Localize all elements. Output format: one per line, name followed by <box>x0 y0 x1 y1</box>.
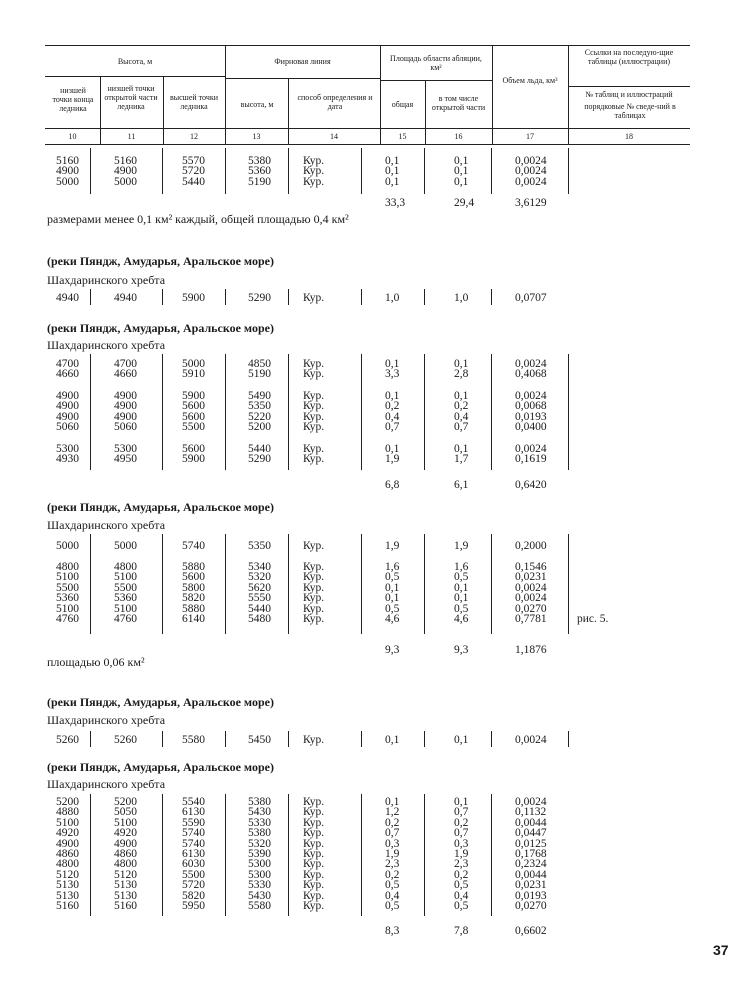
cell-firn-method: Кур. <box>303 837 325 850</box>
cell-area-open: 0,1 <box>454 165 469 178</box>
cell-h-lowest-open: 5000 <box>114 540 137 552</box>
cell-area-open: 1,6 <box>454 561 469 573</box>
cell-firn-height: 5320 <box>248 571 271 584</box>
cell-ice-volume: 0,0024 <box>515 155 547 167</box>
cell-h-highest: 5820 <box>182 889 205 902</box>
cell-area-total: 1,9 <box>385 540 400 552</box>
cell-ice-volume: 0,0044 <box>515 816 547 829</box>
cell-firn-method: Кур. <box>303 602 325 615</box>
total-area: 33,3 <box>385 197 406 209</box>
cell-firn-height: 5350 <box>248 540 271 552</box>
cell-ice-volume: 0,0270 <box>515 602 547 615</box>
cell-h-lowest-end: 5130 <box>56 889 79 902</box>
cell-h-lowest-end: 5120 <box>56 868 79 881</box>
cell-h-lowest-open: 4920 <box>114 827 137 840</box>
cell-h-highest: 5580 <box>182 734 205 746</box>
col-number-17: 17 <box>526 132 534 141</box>
cell-h-highest: 5740 <box>182 837 205 850</box>
cell-ice-volume: 0,4068 <box>515 368 547 381</box>
cell-h-highest: 5570 <box>182 155 205 167</box>
cell-firn-height: 5330 <box>248 879 271 892</box>
cell-firn-height: 5550 <box>248 592 271 605</box>
cell-area-open: 0,2 <box>454 868 469 881</box>
cell-area-total: 1,6 <box>385 561 400 573</box>
cell-firn-height: 5440 <box>248 602 271 615</box>
cell-h-lowest-end: 5160 <box>56 155 79 167</box>
cell-h-highest: 5720 <box>182 879 205 892</box>
cell-area-total: 0,1 <box>385 155 400 167</box>
cell-h-highest: 5540 <box>182 796 205 808</box>
cell-h-lowest-open: 4900 <box>114 837 137 850</box>
cell-area-open: 0,7 <box>454 806 469 819</box>
cell-h-lowest-open: 5000 <box>114 175 137 188</box>
cell-firn-method: Кур. <box>303 410 325 423</box>
cell-h-lowest-open: 4900 <box>114 390 137 402</box>
cell-h-highest: 5600 <box>182 410 205 423</box>
cell-area-total: 0,4 <box>385 889 400 902</box>
cell-ice-volume: 0,2324 <box>515 858 547 871</box>
cell-firn-method: Кур. <box>303 900 325 912</box>
cell-area-total: 0,5 <box>385 900 400 912</box>
cell-firn-method: Кур. <box>303 368 325 381</box>
header-area-total: общая <box>391 100 414 109</box>
cell-ice-volume: 0,0024 <box>515 175 547 188</box>
cell-h-highest: 5600 <box>182 400 205 413</box>
cell-area-total: 0,1 <box>385 358 400 370</box>
cell-firn-height: 5330 <box>248 816 271 829</box>
cell-ice-volume: 0,0270 <box>515 900 547 912</box>
cell-area-total: 0,7 <box>385 827 400 840</box>
cell-firn-height: 4850 <box>248 358 271 370</box>
cell-firn-height: 5380 <box>248 827 271 840</box>
total-area-open: 29,4 <box>454 197 475 209</box>
cell-firn-method: Кур. <box>303 848 325 860</box>
cell-h-lowest-open: 5160 <box>114 155 137 167</box>
cell-h-highest: 5880 <box>182 602 205 615</box>
cell-h-lowest-end: 4700 <box>56 358 79 370</box>
cell-h-lowest-open: 5100 <box>114 816 137 829</box>
header-area-group: Площадь области абляции, км² <box>390 54 482 72</box>
cell-firn-height: 5380 <box>248 155 271 167</box>
section-note: площадью 0,06 км² <box>47 655 145 669</box>
cell-h-lowest-open: 4900 <box>114 165 137 178</box>
cell-h-lowest-end: 5200 <box>56 796 79 808</box>
cell-firn-method: Кур. <box>303 592 325 605</box>
cell-firn-height: 5190 <box>248 175 271 188</box>
cell-h-highest: 5500 <box>182 868 205 881</box>
cell-area-total: 0,5 <box>385 602 400 615</box>
cell-firn-method: Кур. <box>303 889 325 902</box>
cell-firn-height: 5480 <box>248 613 271 625</box>
cell-area-open: 0,5 <box>454 900 469 912</box>
total-area-open: 7,8 <box>454 925 469 937</box>
cell-h-lowest-open: 4950 <box>114 453 137 466</box>
cell-ice-volume: 0,0024 <box>515 581 547 594</box>
cell-area-total: 0,1 <box>385 734 400 746</box>
cell-firn-height: 5350 <box>248 400 271 413</box>
cell-ice-volume: 0,7781 <box>515 613 547 625</box>
section-title: (реки Пяндж, Амударья, Аральское море) <box>47 254 274 268</box>
cell-h-lowest-open: 4940 <box>114 292 137 304</box>
col-number-15: 15 <box>398 132 407 141</box>
cell-h-lowest-end: 4940 <box>56 292 79 304</box>
cell-h-lowest-open: 4760 <box>114 613 137 625</box>
section-title: (реки Пяндж, Амударья, Аральское море) <box>47 321 274 335</box>
cell-h-lowest-end: 4900 <box>56 410 79 423</box>
header-firn-method: способ определения и дата <box>297 93 373 111</box>
section-note: размерами менее 0,1 км² каждый, общей площадью 0,4 км² <box>47 212 349 226</box>
total-volume: 0,6602 <box>515 925 547 937</box>
total-area-open: 6,1 <box>454 479 469 491</box>
cell-h-highest: 6140 <box>182 613 205 625</box>
cell-area-open: 0,1 <box>454 175 469 188</box>
cell-h-highest: 5440 <box>182 175 205 188</box>
cell-h-lowest-open: 4660 <box>114 368 137 381</box>
cell-area-open: 0,3 <box>454 837 469 850</box>
cell-h-highest: 5000 <box>182 358 205 370</box>
cell-h-highest: 6130 <box>182 806 205 819</box>
cell-area-open: 0,1 <box>454 581 469 594</box>
cell-ice-volume: 0,1768 <box>515 848 547 860</box>
cell-area-total: 0,1 <box>385 796 400 808</box>
cell-h-lowest-end: 4930 <box>56 453 79 466</box>
total-area: 6,8 <box>385 479 400 491</box>
cell-area-open: 0,4 <box>454 889 469 902</box>
cell-firn-height: 5450 <box>248 734 271 746</box>
cell-h-highest: 5800 <box>182 581 205 594</box>
cell-h-lowest-open: 5200 <box>114 796 137 808</box>
cell-ice-volume: 0,0024 <box>515 592 547 605</box>
cell-area-total: 0,2 <box>385 868 400 881</box>
cell-area-open: 0,5 <box>454 879 469 892</box>
cell-h-lowest-end: 5060 <box>56 421 79 434</box>
cell-reference: рис. 5. <box>577 613 609 625</box>
cell-firn-method: Кур. <box>303 165 325 178</box>
cell-area-total: 0,7 <box>385 421 400 434</box>
cell-h-lowest-open: 5100 <box>114 571 137 584</box>
cell-firn-height: 5430 <box>248 889 271 902</box>
cell-area-open: 0,5 <box>454 602 469 615</box>
cell-h-lowest-open: 5260 <box>114 734 137 746</box>
cell-h-highest: 5590 <box>182 816 205 829</box>
cell-ice-volume: 0,2000 <box>515 540 547 552</box>
total-area: 9,3 <box>385 644 400 656</box>
cell-area-total: 0,5 <box>385 879 400 892</box>
cell-area-open: 0,2 <box>454 816 469 829</box>
cell-ice-volume: 0,0193 <box>515 889 547 902</box>
cell-ice-volume: 0,0707 <box>515 292 547 304</box>
cell-area-open: 2,8 <box>454 368 469 381</box>
cell-area-total: 0,3 <box>385 837 400 850</box>
total-area-open: 9,3 <box>454 644 469 656</box>
cell-h-lowest-open: 5050 <box>114 806 137 819</box>
cell-h-lowest-open: 4800 <box>114 561 137 573</box>
cell-area-open: 1,0 <box>454 292 469 304</box>
cell-firn-method: Кур. <box>303 421 325 434</box>
cell-firn-height: 5290 <box>248 453 271 466</box>
section-title: (реки Пяндж, Амударья, Аральское море) <box>47 695 274 709</box>
cell-firn-method: Кур. <box>303 816 325 829</box>
cell-ice-volume: 0,0044 <box>515 868 547 881</box>
cell-area-total: 0,1 <box>385 390 400 402</box>
cell-firn-method: Кур. <box>303 155 325 167</box>
cell-h-highest: 6130 <box>182 848 205 860</box>
cell-firn-height: 5190 <box>248 368 271 381</box>
cell-firn-method: Кур. <box>303 806 325 819</box>
cell-firn-height: 5220 <box>248 410 271 423</box>
cell-h-lowest-end: 4900 <box>56 837 79 850</box>
cell-firn-height: 5320 <box>248 837 271 850</box>
cell-h-highest: 5900 <box>182 292 205 304</box>
cell-h-lowest-end: 4920 <box>56 827 79 840</box>
cell-h-highest: 5500 <box>182 421 205 434</box>
cell-area-open: 4,6 <box>454 613 469 625</box>
cell-h-lowest-end: 4800 <box>56 858 79 871</box>
cell-h-lowest-open: 5160 <box>114 900 137 912</box>
cell-area-open: 0,7 <box>454 421 469 434</box>
section-subtitle: Шахдаринского хребта <box>47 273 166 287</box>
cell-firn-method: Кур. <box>303 581 325 594</box>
cell-area-total: 0,2 <box>385 400 400 413</box>
cell-firn-method: Кур. <box>303 561 325 573</box>
cell-firn-method: Кур. <box>303 734 325 746</box>
cell-firn-method: Кур. <box>303 571 325 584</box>
cell-h-lowest-end: 4900 <box>56 390 79 402</box>
cell-h-highest: 5900 <box>182 390 205 402</box>
col-number-12: 12 <box>190 132 198 141</box>
header-refs-group: Ссылки на последую-щие таблицы (иллюстрации) <box>584 48 674 66</box>
cell-h-lowest-open: 5060 <box>114 421 137 434</box>
cell-firn-method: Кур. <box>303 879 325 892</box>
header-h-lowest-open: низшей точки открытой части ледника <box>104 84 158 111</box>
cell-h-highest: 5900 <box>182 453 205 466</box>
cell-h-lowest-open: 4800 <box>114 858 137 871</box>
cell-h-highest: 5950 <box>182 900 205 912</box>
col-number-11: 11 <box>127 132 136 141</box>
cell-ice-volume: 0,0400 <box>515 421 547 434</box>
header-h-lowest-end: низшей точки конца ледника <box>52 86 94 113</box>
cell-h-lowest-open: 5120 <box>114 868 137 881</box>
cell-ice-volume: 0,0231 <box>515 571 547 584</box>
section-title: (реки Пяндж, Амударья, Аральское море) <box>47 500 274 514</box>
cell-firn-method: Кур. <box>303 390 325 402</box>
cell-h-lowest-end: 4900 <box>56 165 79 178</box>
cell-h-lowest-end: 5100 <box>56 816 79 829</box>
cell-h-lowest-end: 4660 <box>56 368 79 381</box>
cell-area-total: 2,3 <box>385 858 400 871</box>
cell-firn-method: Кур. <box>303 292 325 304</box>
cell-h-highest: 5720 <box>182 165 205 178</box>
cell-area-total: 0,2 <box>385 816 400 829</box>
header-area-open: в том числе открытой части <box>431 94 486 112</box>
cell-area-open: 0,5 <box>454 571 469 584</box>
cell-firn-method: Кур. <box>303 175 325 188</box>
cell-ice-volume: 0,0068 <box>515 400 547 413</box>
header-ice-volume: Объем льда, км³ <box>502 76 558 85</box>
cell-area-open: 0,1 <box>454 155 469 167</box>
cell-h-lowest-open: 5360 <box>114 592 137 605</box>
cell-firn-method: Кур. <box>303 868 325 881</box>
cell-area-total: 0,5 <box>385 571 400 584</box>
cell-h-lowest-end: 4860 <box>56 848 79 860</box>
cell-h-lowest-end: 4760 <box>56 613 79 625</box>
header-refs-numbers: порядковые № сведе-ний в таблицах <box>584 102 676 120</box>
cell-h-highest: 5600 <box>182 443 205 455</box>
cell-area-open: 0,1 <box>454 358 469 370</box>
cell-h-lowest-end: 5500 <box>56 581 79 594</box>
cell-h-lowest-end: 5100 <box>56 571 79 584</box>
cell-h-highest: 5740 <box>182 827 205 840</box>
cell-h-highest: 5820 <box>182 592 205 605</box>
cell-h-lowest-end: 5300 <box>56 443 79 455</box>
cell-area-open: 0,1 <box>454 796 469 808</box>
cell-firn-method: Кур. <box>303 796 325 808</box>
cell-ice-volume: 0,0024 <box>515 165 547 178</box>
cell-h-lowest-open: 5300 <box>114 443 137 455</box>
cell-ice-volume: 0,0024 <box>515 443 547 455</box>
cell-h-lowest-end: 4900 <box>56 400 79 413</box>
cell-h-lowest-open: 4700 <box>114 358 137 370</box>
cell-h-lowest-end: 5160 <box>56 900 79 912</box>
cell-area-total: 1,0 <box>385 292 400 304</box>
header-height-group: Высота, м <box>117 57 153 66</box>
cell-ice-volume: 0,1619 <box>515 453 547 466</box>
header-h-highest: высшей точки ледника <box>169 93 219 111</box>
col-number-18: 18 <box>625 132 633 141</box>
section-subtitle: Шахдаринского хребта <box>47 777 166 791</box>
cell-firn-method: Кур. <box>303 827 325 840</box>
cell-h-lowest-open: 5130 <box>114 879 137 892</box>
header-firn-height: высота, м <box>240 100 274 109</box>
cell-area-open: 0,1 <box>454 592 469 605</box>
cell-h-highest: 5600 <box>182 571 205 584</box>
cell-firn-height: 5390 <box>248 848 271 860</box>
cell-area-open: 1,9 <box>454 540 469 552</box>
cell-h-lowest-open: 4900 <box>114 400 137 413</box>
cell-area-total: 3,3 <box>385 368 400 381</box>
cell-firn-height: 5340 <box>248 561 271 573</box>
cell-ice-volume: 0,0447 <box>515 827 547 840</box>
section-subtitle: Шахдаринского хребта <box>47 338 166 352</box>
cell-h-lowest-end: 5100 <box>56 602 79 615</box>
cell-h-lowest-open: 5500 <box>114 581 137 594</box>
cell-ice-volume: 0,0024 <box>515 734 547 746</box>
col-number-14: 14 <box>330 132 338 141</box>
cell-area-open: 0,7 <box>454 827 469 840</box>
cell-firn-height: 5200 <box>248 421 271 434</box>
cell-area-total: 0,4 <box>385 410 400 423</box>
cell-h-lowest-end: 5000 <box>56 540 79 552</box>
cell-firn-method: Кур. <box>303 613 325 625</box>
section-subtitle: Шахдаринского хребта <box>47 518 166 532</box>
cell-h-lowest-end: 5000 <box>56 175 79 188</box>
cell-firn-method: Кур. <box>303 540 325 552</box>
cell-firn-height: 5490 <box>248 390 271 402</box>
cell-area-total: 0,1 <box>385 592 400 605</box>
cell-firn-height: 5360 <box>248 165 271 178</box>
cell-area-open: 0,1 <box>454 390 469 402</box>
cell-ice-volume: 0,0024 <box>515 390 547 402</box>
col-number-10: 10 <box>68 132 77 141</box>
page-number: 37 <box>713 942 729 958</box>
cell-h-lowest-end: 5260 <box>56 734 79 746</box>
cell-h-lowest-open: 4900 <box>114 410 137 423</box>
section-subtitle: Шахдаринского хребта <box>47 713 166 727</box>
cell-h-highest: 5740 <box>182 540 205 552</box>
cell-firn-height: 5300 <box>248 868 271 881</box>
cell-h-lowest-open: 5130 <box>114 889 137 902</box>
cell-ice-volume: 0,0024 <box>515 796 547 808</box>
cell-firn-height: 5380 <box>248 796 271 808</box>
cell-firn-method: Кур. <box>303 453 325 466</box>
cell-area-total: 1,2 <box>385 806 400 819</box>
cell-h-highest: 5880 <box>182 561 205 573</box>
total-area: 8,3 <box>385 925 400 937</box>
cell-area-open: 1,9 <box>454 848 469 860</box>
cell-firn-height: 5290 <box>248 292 271 304</box>
header-firn-group: Фирновая линия <box>274 57 331 66</box>
col-number-16: 16 <box>454 132 463 141</box>
cell-area-total: 1,9 <box>385 848 400 860</box>
cell-area-open: 0,1 <box>454 734 469 746</box>
col-number-13: 13 <box>252 132 261 141</box>
total-volume: 0,6420 <box>515 479 547 491</box>
cell-area-open: 0,4 <box>454 410 469 423</box>
cell-area-total: 0,1 <box>385 165 400 178</box>
cell-area-total: 0,1 <box>385 581 400 594</box>
cell-firn-height: 5300 <box>248 858 271 871</box>
cell-area-open: 0,1 <box>454 443 469 455</box>
cell-area-total: 0,1 <box>385 443 400 455</box>
cell-ice-volume: 0,0193 <box>515 410 547 423</box>
cell-h-lowest-end: 5360 <box>56 592 79 605</box>
cell-h-highest: 5910 <box>182 368 205 381</box>
cell-area-open: 0,2 <box>454 400 469 413</box>
cell-area-total: 1,9 <box>385 453 400 466</box>
cell-ice-volume: 0,1132 <box>515 806 547 819</box>
section-title: (реки Пяндж, Амударья, Аральское море) <box>47 760 274 774</box>
cell-ice-volume: 0,0024 <box>515 358 547 370</box>
cell-h-lowest-end: 5130 <box>56 879 79 892</box>
cell-ice-volume: 0,0125 <box>515 837 547 850</box>
cell-area-total: 4,6 <box>385 613 400 625</box>
cell-firn-height: 5620 <box>248 581 271 594</box>
total-volume: 3,6129 <box>515 197 547 209</box>
cell-firn-height: 5440 <box>248 443 271 455</box>
cell-ice-volume: 0,1546 <box>515 561 547 573</box>
cell-firn-method: Кур. <box>303 400 325 413</box>
cell-area-open: 1,7 <box>454 453 469 466</box>
cell-h-lowest-open: 4860 <box>114 848 137 860</box>
cell-firn-method: Кур. <box>303 358 325 370</box>
cell-ice-volume: 0,0231 <box>515 879 547 892</box>
cell-firn-method: Кур. <box>303 858 325 871</box>
total-volume: 1,1876 <box>515 644 547 656</box>
cell-h-highest: 6030 <box>182 858 205 871</box>
cell-h-lowest-end: 4800 <box>56 561 79 573</box>
cell-firn-height: 5430 <box>248 806 271 819</box>
header-refs-tables: № таблиц и иллюстраций <box>585 90 673 99</box>
cell-h-lowest-end: 4880 <box>56 806 79 819</box>
cell-firn-method: Кур. <box>303 443 325 455</box>
cell-firn-height: 5580 <box>248 900 271 912</box>
cell-area-total: 0,1 <box>385 175 400 188</box>
cell-h-lowest-open: 5100 <box>114 602 137 615</box>
cell-area-open: 2,3 <box>454 858 469 871</box>
